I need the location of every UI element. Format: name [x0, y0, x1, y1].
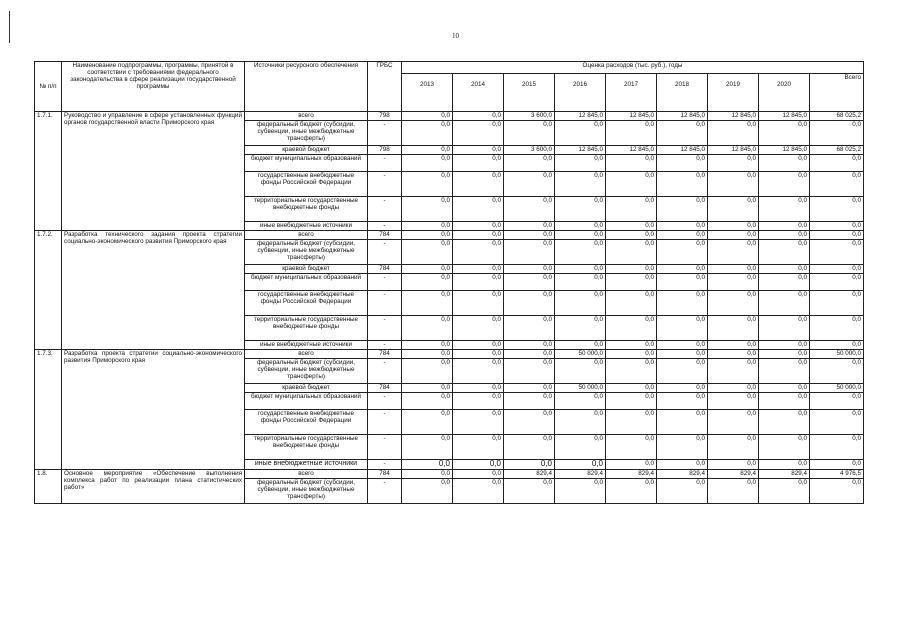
year-value: 0,0 — [402, 410, 453, 435]
year-value: 0,0 — [453, 384, 504, 393]
item-name: Разработка проекта стратегии социально-экономического развития Приморского края — [62, 350, 245, 470]
total-value: 68 025,2 — [810, 146, 864, 155]
year-value: 0,0 — [402, 240, 453, 265]
year-value: 0,0 — [555, 410, 606, 435]
grbs-code: - — [368, 274, 402, 291]
year-value: 0,0 — [555, 359, 606, 384]
year-value: 0,0 — [402, 393, 453, 410]
header-year: 2017 — [606, 74, 657, 112]
year-value: 0,0 — [606, 291, 657, 316]
year-value: 0,0 — [453, 155, 504, 172]
year-value: 0,0 — [504, 265, 555, 274]
year-value: 0,0 — [759, 197, 810, 222]
year-value: 0,0 — [555, 274, 606, 291]
year-value: 0,0 — [402, 155, 453, 172]
year-value: 0,0 — [708, 121, 759, 146]
funding-source: бюджет муниципальных образований — [245, 274, 368, 291]
year-value: 0,0 — [606, 384, 657, 393]
header-name: Наименование подпрограммы, программы, принятой в соответствии с требованиями федерального законодательства в сфере реализации государственной программы — [62, 62, 245, 112]
year-value: 0,0 — [555, 231, 606, 240]
funding-source: всего — [245, 112, 368, 121]
year-value: 0,0 — [708, 231, 759, 240]
year-value: 0,0 — [708, 393, 759, 410]
year-value: 0,0 — [402, 121, 453, 146]
year-value: 0,0 — [606, 121, 657, 146]
year-value: 0,0 — [759, 341, 810, 350]
header-year: 2015 — [504, 74, 555, 112]
grbs-code: - — [368, 341, 402, 350]
year-value: 0,0 — [504, 393, 555, 410]
total-value: 0,0 — [810, 197, 864, 222]
year-value: 0,0 — [453, 359, 504, 384]
grbs-code: 784 — [368, 265, 402, 274]
year-value: 829,4 — [708, 469, 759, 478]
year-value: 0,0 — [657, 222, 708, 231]
year-value: 0,0 — [759, 121, 810, 146]
year-value: 0,0 — [759, 460, 810, 470]
year-value: 0,0 — [708, 478, 759, 503]
page-number: 10 — [452, 32, 459, 40]
year-value: 0,0 — [504, 155, 555, 172]
year-value: 0,0 — [504, 460, 555, 470]
year-value: 0,0 — [453, 274, 504, 291]
grbs-code: - — [368, 155, 402, 172]
year-value: 0,0 — [402, 341, 453, 350]
year-value: 0,0 — [402, 274, 453, 291]
year-value: 0,0 — [555, 460, 606, 470]
table-row — [35, 469, 864, 478]
grbs-code: - — [368, 435, 402, 460]
year-value: 3 600,0 — [504, 146, 555, 155]
total-value: 0,0 — [810, 155, 864, 172]
total-value: 4 976,5 — [810, 469, 864, 478]
year-value: 0,0 — [402, 146, 453, 155]
year-value: 0,0 — [402, 222, 453, 231]
funding-source: федеральный бюджет (субсидии, субвенции, иные межбюджетные трансферты) — [245, 478, 368, 503]
year-value: 0,0 — [504, 350, 555, 359]
grbs-code: - — [368, 478, 402, 503]
table-row — [35, 350, 864, 359]
year-value: 0,0 — [504, 341, 555, 350]
year-value: 829,4 — [606, 469, 657, 478]
year-value: 0,0 — [453, 265, 504, 274]
year-value: 0,0 — [657, 350, 708, 359]
year-value: 0,0 — [402, 265, 453, 274]
funding-source: краевой бюджет — [245, 146, 368, 155]
year-value: 0,0 — [402, 231, 453, 240]
item-number: 1.7.2. — [35, 231, 62, 350]
year-value: 0,0 — [657, 155, 708, 172]
grbs-code: 798 — [368, 112, 402, 121]
header-year: 2018 — [657, 74, 708, 112]
funding-source: всего — [245, 350, 368, 359]
year-value: 0,0 — [708, 155, 759, 172]
year-value: 0,0 — [402, 460, 453, 470]
year-value: 0,0 — [453, 393, 504, 410]
year-value: 0,0 — [555, 478, 606, 503]
funding-source: государственные внебюджетные фонды Российской Федерации — [245, 410, 368, 435]
year-value: 3 600,0 — [504, 112, 555, 121]
total-value: 0,0 — [810, 240, 864, 265]
funding-source: иные внебюджетные источники — [245, 460, 368, 470]
year-value: 0,0 — [402, 172, 453, 197]
year-value: 0,0 — [402, 478, 453, 503]
year-value: 12 845,0 — [759, 112, 810, 121]
year-value: 0,0 — [708, 384, 759, 393]
year-value: 0,0 — [504, 231, 555, 240]
grbs-code: 798 — [368, 146, 402, 155]
year-value: 0,0 — [657, 341, 708, 350]
year-value: 0,0 — [606, 240, 657, 265]
total-value: 50 000,0 — [810, 384, 864, 393]
year-value: 0,0 — [759, 265, 810, 274]
year-value: 0,0 — [759, 155, 810, 172]
year-value: 0,0 — [708, 222, 759, 231]
funding-source: бюджет муниципальных образований — [245, 393, 368, 410]
year-value: 829,4 — [555, 469, 606, 478]
funding-source: государственные внебюджетные фонды Российской Федерации — [245, 291, 368, 316]
year-value: 0,0 — [504, 172, 555, 197]
year-value: 0,0 — [759, 222, 810, 231]
year-value: 0,0 — [555, 341, 606, 350]
year-value: 0,0 — [606, 222, 657, 231]
year-value: 0,0 — [504, 291, 555, 316]
year-value: 0,0 — [657, 291, 708, 316]
year-value: 0,0 — [708, 410, 759, 435]
year-value: 0,0 — [555, 172, 606, 197]
item-name: Разработка технического задания проекта стратегии социально-экономического развития Приморского края — [62, 231, 245, 350]
year-value: 12 845,0 — [657, 112, 708, 121]
year-value: 0,0 — [759, 316, 810, 341]
header-estimate: Оценка расходов (тыс. руб.), годы — [402, 62, 864, 74]
year-value: 0,0 — [606, 410, 657, 435]
year-value: 0,0 — [606, 350, 657, 359]
header-total: Всего — [810, 74, 864, 112]
year-value: 0,0 — [708, 172, 759, 197]
item-number: 1.7.3. — [35, 350, 62, 470]
year-value: 0,0 — [453, 146, 504, 155]
header-number: № п/п — [35, 62, 62, 112]
item-name: Основное мероприятие «Обеспечение выполнения комплекса работ по реализации плана статистических работ» — [62, 469, 245, 503]
year-value: 0,0 — [504, 121, 555, 146]
year-value: 0,0 — [402, 350, 453, 359]
year-value: 0,0 — [759, 274, 810, 291]
year-value: 0,0 — [402, 384, 453, 393]
year-value: 0,0 — [657, 359, 708, 384]
funding-source: иные внебюджетные источники — [245, 341, 368, 350]
year-value: 0,0 — [606, 460, 657, 470]
year-value: 0,0 — [759, 350, 810, 359]
year-value: 12 845,0 — [606, 112, 657, 121]
year-value: 0,0 — [606, 265, 657, 274]
year-value: 0,0 — [606, 274, 657, 291]
year-value: 0,0 — [708, 265, 759, 274]
funding-source: всего — [245, 231, 368, 240]
year-value: 0,0 — [606, 197, 657, 222]
grbs-code: 784 — [368, 384, 402, 393]
total-value: 0,0 — [810, 231, 864, 240]
funding-source: федеральный бюджет (субсидии, субвенции, иные межбюджетные трансферты) — [245, 359, 368, 384]
item-number: 1.7.1. — [35, 112, 62, 231]
year-value: 0,0 — [708, 359, 759, 384]
grbs-code: - — [368, 222, 402, 231]
grbs-code: - — [368, 121, 402, 146]
year-value: 0,0 — [453, 222, 504, 231]
total-value: 0,0 — [810, 291, 864, 316]
budget-table — [34, 61, 864, 504]
year-value: 0,0 — [453, 197, 504, 222]
year-value: 0,0 — [504, 478, 555, 503]
year-value: 0,0 — [759, 435, 810, 460]
grbs-code: - — [368, 460, 402, 470]
year-value: 0,0 — [759, 393, 810, 410]
year-value: 0,0 — [708, 240, 759, 265]
year-value: 12 845,0 — [555, 112, 606, 121]
total-value: 0,0 — [810, 460, 864, 470]
year-value: 0,0 — [453, 341, 504, 350]
year-value: 0,0 — [657, 460, 708, 470]
header-year: 2020 — [759, 74, 810, 112]
scan-edge-line — [9, 11, 10, 43]
year-value: 0,0 — [708, 435, 759, 460]
year-value: 0,0 — [453, 231, 504, 240]
year-value: 0,0 — [708, 316, 759, 341]
grbs-code: - — [368, 197, 402, 222]
year-value: 0,0 — [453, 350, 504, 359]
total-value: 0,0 — [810, 316, 864, 341]
year-value: 0,0 — [555, 435, 606, 460]
funding-source: федеральный бюджет (субсидии, субвенции, иные межбюджетные трансферты) — [245, 240, 368, 265]
year-value: 829,4 — [759, 469, 810, 478]
year-value: 0,0 — [555, 316, 606, 341]
year-value: 829,4 — [504, 469, 555, 478]
year-value: 0,0 — [453, 316, 504, 341]
year-value: 0,0 — [453, 121, 504, 146]
funding-source: территориальные государственные внебюджетные фонды — [245, 316, 368, 341]
funding-source: краевой бюджет — [245, 265, 368, 274]
funding-source: краевой бюджет — [245, 384, 368, 393]
year-value: 0,0 — [453, 410, 504, 435]
funding-source: всего — [245, 469, 368, 478]
year-value: 0,0 — [759, 410, 810, 435]
year-value: 0,0 — [708, 460, 759, 470]
funding-source: иные внебюджетные источники — [245, 222, 368, 231]
year-value: 12 845,0 — [657, 146, 708, 155]
year-value: 829,4 — [657, 469, 708, 478]
year-value: 0,0 — [657, 316, 708, 341]
grbs-code: - — [368, 291, 402, 316]
year-value: 0,0 — [657, 240, 708, 265]
year-value: 12 845,0 — [555, 146, 606, 155]
header-year: 2013 — [402, 74, 453, 112]
table-row — [35, 112, 864, 121]
year-value: 0,0 — [453, 112, 504, 121]
total-value: 0,0 — [810, 172, 864, 197]
year-value: 0,0 — [657, 384, 708, 393]
year-value: 0,0 — [708, 350, 759, 359]
year-value: 0,0 — [555, 240, 606, 265]
grbs-code: 784 — [368, 231, 402, 240]
year-value: 0,0 — [657, 410, 708, 435]
year-value: 0,0 — [402, 197, 453, 222]
year-value: 0,0 — [708, 291, 759, 316]
year-value: 0,0 — [504, 359, 555, 384]
total-value: 0,0 — [810, 341, 864, 350]
year-value: 0,0 — [708, 274, 759, 291]
year-value: 0,0 — [606, 359, 657, 384]
total-value: 0,0 — [810, 478, 864, 503]
year-value: 0,0 — [453, 240, 504, 265]
year-value: 0,0 — [759, 172, 810, 197]
year-value: 0,0 — [657, 393, 708, 410]
year-value: 0,0 — [504, 435, 555, 460]
year-value: 0,0 — [657, 265, 708, 274]
header-year: 2014 — [453, 74, 504, 112]
year-value: 0,0 — [402, 291, 453, 316]
year-value: 0,0 — [453, 172, 504, 197]
year-value: 0,0 — [657, 274, 708, 291]
total-value: 0,0 — [810, 435, 864, 460]
grbs-code: - — [368, 172, 402, 197]
year-value: 0,0 — [657, 435, 708, 460]
year-value: 0,0 — [606, 316, 657, 341]
year-value: 0,0 — [504, 316, 555, 341]
year-value: 0,0 — [555, 121, 606, 146]
grbs-code: - — [368, 316, 402, 341]
year-value: 12 845,0 — [708, 112, 759, 121]
year-value: 0,0 — [555, 155, 606, 172]
funding-source: государственные внебюджетные фонды Российской Федерации — [245, 172, 368, 197]
year-value: 0,0 — [606, 231, 657, 240]
year-value: 0,0 — [504, 410, 555, 435]
year-value: 0,0 — [759, 384, 810, 393]
total-value: 0,0 — [810, 265, 864, 274]
year-value: 0,0 — [402, 469, 453, 478]
year-value: 50 000,0 — [555, 350, 606, 359]
year-value: 0,0 — [402, 316, 453, 341]
year-value: 12 845,0 — [708, 146, 759, 155]
year-value: 0,0 — [555, 291, 606, 316]
total-value: 0,0 — [810, 359, 864, 384]
year-value: 0,0 — [657, 197, 708, 222]
year-value: 0,0 — [759, 231, 810, 240]
funding-source: бюджет муниципальных образований — [245, 155, 368, 172]
total-value: 0,0 — [810, 222, 864, 231]
grbs-code: 784 — [368, 350, 402, 359]
year-value: 0,0 — [657, 231, 708, 240]
year-value: 0,0 — [453, 291, 504, 316]
year-value: 0,0 — [504, 384, 555, 393]
grbs-code: - — [368, 410, 402, 435]
year-value: 12 845,0 — [606, 146, 657, 155]
header-year: 2019 — [708, 74, 759, 112]
year-value: 0,0 — [453, 435, 504, 460]
year-value: 0,0 — [555, 265, 606, 274]
year-value: 0,0 — [759, 240, 810, 265]
year-value: 0,0 — [606, 341, 657, 350]
year-value: 0,0 — [555, 393, 606, 410]
table-row — [35, 231, 864, 240]
year-value: 0,0 — [606, 172, 657, 197]
year-value: 0,0 — [453, 460, 504, 470]
total-value: 0,0 — [810, 393, 864, 410]
year-value: 0,0 — [708, 197, 759, 222]
year-value: 0,0 — [759, 359, 810, 384]
grbs-code: 784 — [368, 469, 402, 478]
year-value: 0,0 — [657, 478, 708, 503]
year-value: 0,0 — [504, 222, 555, 231]
funding-source: территориальные государственные внебюджетные фонды — [245, 197, 368, 222]
year-value: 0,0 — [657, 121, 708, 146]
year-value: 0,0 — [504, 197, 555, 222]
funding-source: федеральный бюджет (субсидии, субвенции, иные межбюджетные трансферты) — [245, 121, 368, 146]
total-value: 68 025,2 — [810, 112, 864, 121]
year-value: 0,0 — [657, 172, 708, 197]
year-value: 12 845,0 — [759, 146, 810, 155]
funding-source: территориальные государственные внебюджетные фонды — [245, 435, 368, 460]
year-value: 0,0 — [606, 478, 657, 503]
year-value: 0,0 — [555, 222, 606, 231]
year-value: 0,0 — [453, 478, 504, 503]
year-value: 0,0 — [504, 240, 555, 265]
year-value: 0,0 — [504, 274, 555, 291]
year-value: 0,0 — [402, 435, 453, 460]
total-value: 0,0 — [810, 410, 864, 435]
header-year: 2016 — [555, 74, 606, 112]
year-value: 0,0 — [708, 341, 759, 350]
year-value: 0,0 — [759, 478, 810, 503]
year-value: 0,0 — [606, 393, 657, 410]
total-value: 50 000,0 — [810, 350, 864, 359]
grbs-code: - — [368, 393, 402, 410]
year-value: 0,0 — [402, 359, 453, 384]
year-value: 0,0 — [759, 291, 810, 316]
total-value: 0,0 — [810, 121, 864, 146]
year-value: 0,0 — [606, 155, 657, 172]
total-value: 0,0 — [810, 274, 864, 291]
year-value: 0,0 — [606, 435, 657, 460]
year-value: 0,0 — [453, 469, 504, 478]
grbs-code: - — [368, 359, 402, 384]
year-value: 50 000,0 — [555, 384, 606, 393]
item-name: Руководство и управление в сфере установленных функций органов государственной власти Приморского края — [62, 112, 245, 231]
grbs-code: - — [368, 240, 402, 265]
year-value: 0,0 — [402, 112, 453, 121]
header-source: Источники ресурсного обеспечения — [245, 62, 368, 112]
header-grbs: ГРБС — [368, 62, 402, 112]
year-value: 0,0 — [555, 197, 606, 222]
item-number: 1.8. — [35, 469, 62, 503]
